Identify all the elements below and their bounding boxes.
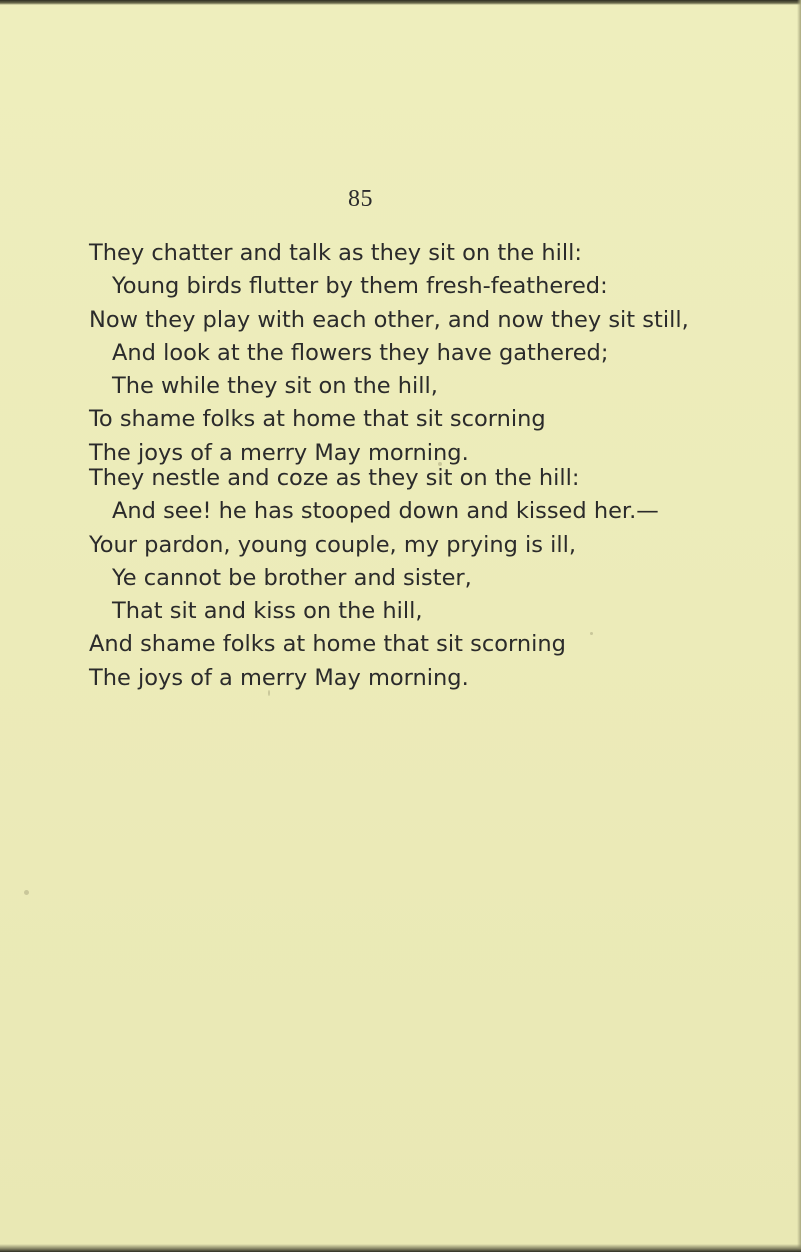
poem-line: And see! he has stooped down and kissed her.—: [112, 498, 659, 525]
poem-line: And shame folks at home that sit scorning: [89, 631, 566, 658]
page-right-edge: [797, 0, 801, 1252]
poem-line: Now they play with each other, and now they sit still,: [89, 306, 689, 333]
poem-line: To shame folks at home that sit scorning: [89, 406, 546, 433]
paper-speck: [24, 890, 29, 895]
poem-line: The joys of a merry May morning.: [89, 439, 469, 466]
poem-line: The while they sit on the hill,: [112, 373, 438, 400]
page-number: 85: [348, 186, 373, 212]
poem-line: They nestle and coze as they sit on the hill:: [89, 465, 580, 491]
poem-line: Young birds flutter by them fresh-feathered:: [112, 273, 608, 300]
poem-line: Ye cannot be brother and sister,: [112, 564, 472, 591]
poem-line: Your pardon, young couple, my prying is ill,: [89, 531, 577, 558]
poem-line: And look at the flowers they have gathered;: [112, 339, 609, 366]
poem-stanza-1: [89, 237, 689, 470]
poem-line: They chatter and talk as they sit on the hill:: [89, 240, 583, 266]
page-top-edge: [0, 0, 801, 5]
poem-line: That sit and kiss on the hill,: [112, 598, 423, 625]
page-bottom-edge: [0, 1244, 801, 1252]
poem-stanza-2: [89, 462, 659, 695]
poem-line: The joys of a merry May morning.: [89, 664, 469, 691]
